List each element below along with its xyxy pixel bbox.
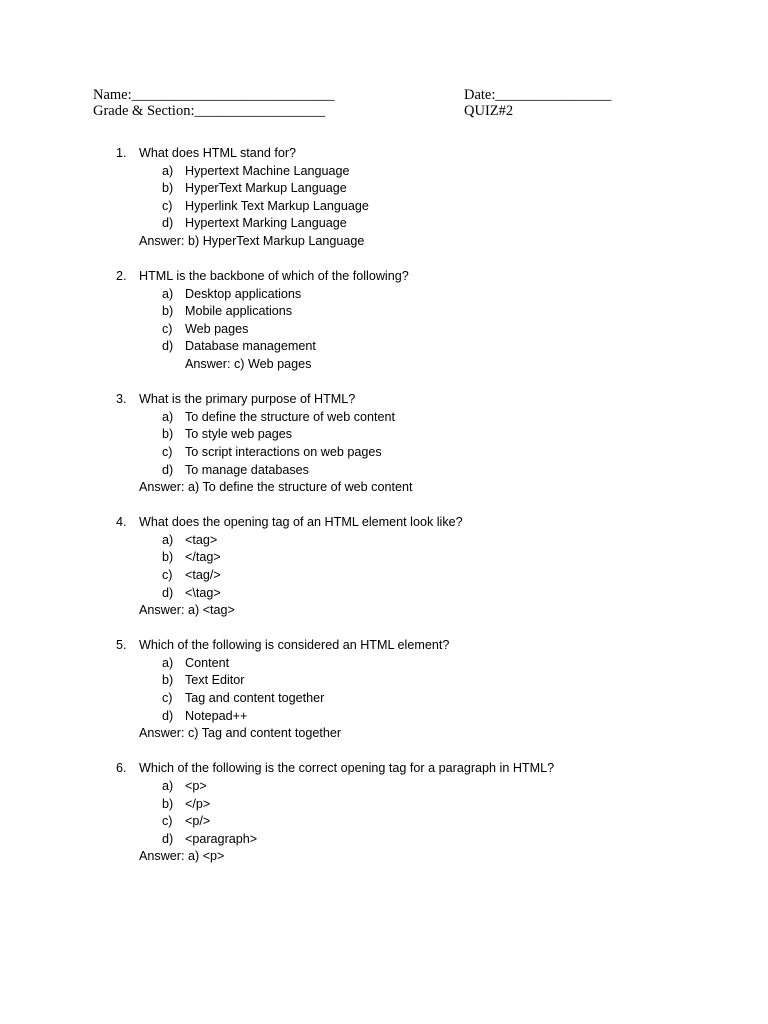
- option-label: d): [162, 216, 174, 231]
- answer-line: [0, 479, 768, 497]
- option-text: <p>: [185, 778, 207, 793]
- grade-section-field: Grade & Section:__________________: [93, 103, 325, 119]
- option-label: d): [162, 585, 174, 600]
- answer-line: [0, 233, 768, 251]
- option-text: <tag/>: [185, 567, 221, 582]
- name-field: Name:____________________________: [93, 87, 335, 103]
- option-label: a): [162, 409, 174, 424]
- option-label: d): [162, 339, 174, 354]
- option-a: [0, 655, 768, 673]
- question-5: [0, 637, 768, 743]
- answer-text: Answer: c) Web pages: [185, 357, 312, 372]
- option-text: <\tag>: [185, 585, 221, 600]
- option-label: a): [162, 286, 174, 301]
- option-d: [0, 831, 768, 849]
- option-a: [0, 778, 768, 796]
- option-label: c): [162, 444, 173, 459]
- question-text: What is the primary purpose of HTML?: [139, 392, 356, 407]
- option-label: b): [162, 550, 174, 565]
- option-c: [0, 444, 768, 462]
- option-label: b): [162, 304, 174, 319]
- option-text: </tag>: [185, 550, 221, 565]
- option-b: [0, 796, 768, 814]
- option-a: [0, 163, 768, 181]
- option-d: [0, 708, 768, 726]
- option-text: Text Editor: [185, 673, 245, 688]
- answer-text: Answer: a) To define the structure of web content: [139, 480, 413, 495]
- option-label: c): [162, 814, 173, 829]
- option-label: c): [162, 567, 173, 582]
- option-text: Content: [185, 655, 230, 670]
- option-label: a): [162, 532, 174, 547]
- question-2: [0, 268, 768, 374]
- option-d: [0, 338, 768, 356]
- question-line: [0, 268, 768, 286]
- option-text: Hypertext Marking Language: [185, 216, 347, 231]
- question-line: [0, 391, 768, 409]
- option-text: Web pages: [185, 321, 249, 336]
- option-c: [0, 567, 768, 585]
- option-label: d): [162, 462, 174, 477]
- option-a: [0, 286, 768, 304]
- option-text: Tag and content together: [185, 691, 325, 706]
- option-c: [0, 198, 768, 216]
- option-c: [0, 813, 768, 831]
- option-b: [0, 180, 768, 198]
- option-text: Notepad++: [185, 708, 248, 723]
- option-label: c): [162, 198, 173, 213]
- option-label: b): [162, 796, 174, 811]
- option-text: <p/>: [185, 814, 211, 829]
- question-number: 2.: [116, 269, 127, 284]
- option-d: [0, 462, 768, 480]
- option-label: a): [162, 163, 174, 178]
- question-line: [0, 760, 768, 778]
- option-text: <tag>: [185, 532, 218, 547]
- option-text: Hyperlink Text Markup Language: [185, 198, 369, 213]
- option-label: d): [162, 831, 174, 846]
- question-number: 1.: [116, 146, 127, 160]
- answer-line: [0, 356, 768, 374]
- question-6: [0, 760, 768, 866]
- option-text: <paragraph>: [185, 831, 258, 846]
- answer-text: Answer: b) HyperText Markup Language: [139, 233, 365, 248]
- question-text: HTML is the backbone of which of the following?: [139, 269, 409, 284]
- question-number: 3.: [116, 392, 127, 407]
- answer-line: [0, 725, 768, 743]
- date-field: Date:________________: [464, 87, 612, 103]
- option-text: Hypertext Machine Language: [185, 163, 350, 178]
- question-number: 5.: [116, 638, 127, 653]
- option-b: [0, 672, 768, 690]
- option-label: a): [162, 655, 174, 670]
- question-text: What does HTML stand for?: [139, 146, 297, 160]
- answer-text: Answer: c) Tag and content together: [139, 726, 342, 741]
- option-label: c): [162, 321, 173, 336]
- question-1: [0, 145, 768, 251]
- question-3: [0, 391, 768, 497]
- option-text: To style web pages: [185, 427, 293, 442]
- question-line: [0, 145, 768, 163]
- option-a: [0, 532, 768, 550]
- option-d: [0, 215, 768, 233]
- question-line: [0, 514, 768, 532]
- option-text: To define the structure of web content: [185, 409, 396, 424]
- option-c: [0, 690, 768, 708]
- option-label: b): [162, 427, 174, 442]
- option-text: HyperText Markup Language: [185, 181, 347, 196]
- answer-line: [0, 848, 768, 866]
- option-text: Desktop applications: [185, 286, 302, 301]
- answer-text: Answer: a) <p>: [139, 849, 225, 864]
- answer-line: [0, 602, 768, 620]
- option-b: [0, 426, 768, 444]
- question-text: Which of the following is the correct opening tag for a paragraph in HTML?: [139, 761, 555, 776]
- question-text: Which of the following is considered an HTML element?: [139, 638, 450, 653]
- quiz-title: QUIZ#2: [464, 103, 514, 119]
- option-text: To script interactions on web pages: [185, 444, 382, 459]
- option-label: a): [162, 778, 174, 793]
- option-a: [0, 409, 768, 427]
- question-number: 6.: [116, 761, 127, 776]
- option-label: d): [162, 708, 174, 723]
- option-text: </p>: [185, 796, 211, 811]
- answer-text: Answer: a) <tag>: [139, 603, 235, 618]
- question-text: What does the opening tag of an HTML element look like?: [139, 515, 463, 530]
- option-b: [0, 303, 768, 321]
- option-text: To manage databases: [185, 462, 309, 477]
- option-label: b): [162, 673, 174, 688]
- option-b: [0, 549, 768, 567]
- option-label: b): [162, 181, 174, 196]
- option-text: Mobile applications: [185, 304, 293, 319]
- option-c: [0, 321, 768, 339]
- option-label: c): [162, 691, 173, 706]
- option-d: [0, 585, 768, 603]
- option-text: Database management: [185, 339, 316, 354]
- question-4: [0, 514, 768, 620]
- question-line: [0, 637, 768, 655]
- question-list: [0, 145, 768, 883]
- question-number: 4.: [116, 515, 127, 530]
